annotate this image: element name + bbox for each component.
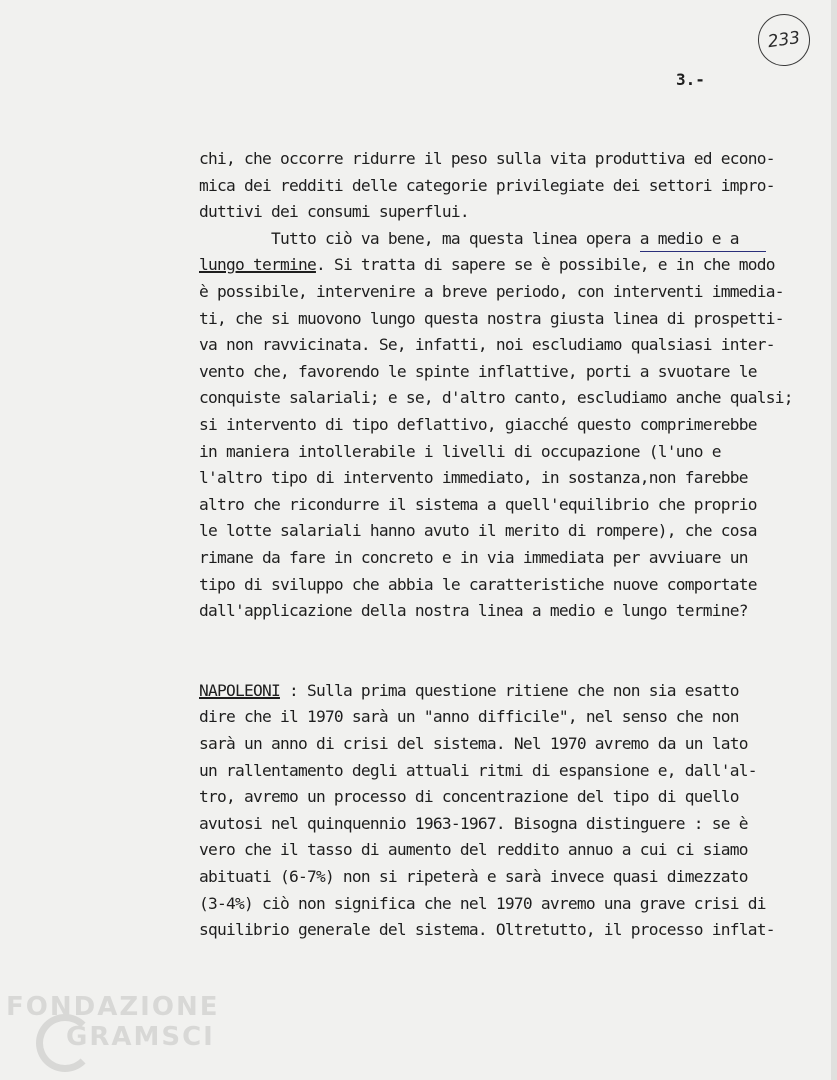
text-line: tro, avremo un processo di concentrazione del tipo di quello xyxy=(199,787,739,807)
text-line: dall'applicazione della nostra linea a medio e lungo termine? xyxy=(199,601,748,621)
text-line: duttivi dei consumi superflui. xyxy=(199,202,469,222)
text-line: dire che il 1970 sarà un "anno difficile", nel senso che non xyxy=(199,707,739,727)
document-body xyxy=(199,146,837,944)
foundation-watermark xyxy=(6,992,220,1076)
text-line: vento che, favorendo le spinte inflattive, porti a svuotare le xyxy=(199,361,757,381)
text-line: un rallentamento degli attuali ritmi di espansione e, dall'al- xyxy=(199,760,757,780)
text-span: Tutto ciò va bene, ma questa linea opera xyxy=(199,228,640,248)
text-line xyxy=(199,252,837,279)
underlined-phrase: lungo termine xyxy=(199,255,316,275)
text-line: chi, che occorre ridurre il peso sulla vita produttiva ed econo- xyxy=(199,149,775,168)
text-line: avutosi nel quinquennio 1963-1967. Bisogna distinguere : se è xyxy=(199,813,748,833)
watermark-line-1: FONDAZIONE xyxy=(6,992,220,1022)
text-line: vero che il tasso di aumento del reddito annuo a cui ci siamo xyxy=(199,840,748,860)
page-stamp xyxy=(755,11,814,70)
text-line: squilibrio generale del sistema. Oltretutto, il processo inflat- xyxy=(199,920,775,940)
text-span: . Si tratta di sapere se è possibile, e in che modo xyxy=(315,255,775,275)
blank-line xyxy=(199,651,837,678)
watermark-logo-icon xyxy=(36,1014,94,1072)
text-line: rimane da fare in concreto e in via immediata per avviuare un xyxy=(199,547,748,567)
stamp-number: 233 xyxy=(766,27,802,53)
text-line: le lotte salariali hanno avuto il merito di rompere), che cosa xyxy=(199,521,757,541)
text-line: in maniera intollerabile i livelli di occupazione (l'uno e xyxy=(199,441,721,461)
text-line: l'altro tipo di intervento immediato, in sostanza,non farebbe xyxy=(199,468,748,488)
page-number: 3.- xyxy=(676,70,705,89)
text-line: (3-4%) ciò non significa che nel 1970 avremo una grave crisi di xyxy=(199,893,766,913)
text-line: ti, che si muovono lungo questa nostra giusta linea di prospetti- xyxy=(199,308,784,328)
text-line: sarà un anno di crisi del sistema. Nel 1970 avremo da un lato xyxy=(199,734,748,754)
text-line: altro che ricondurre il sistema a quell'equilibrio che proprio xyxy=(199,494,757,514)
text-line: mica dei redditi delle categorie privilegiate dei settori impro- xyxy=(199,175,775,195)
text-span: : Sulla prima questione ritiene che non sia esatto xyxy=(279,680,739,700)
blank-line xyxy=(199,625,837,652)
text-line: è possibile, intervenire a breve periodo, con interventi immedia- xyxy=(199,281,784,301)
watermark-line-2: GRAMSCI xyxy=(66,1022,215,1052)
text-line: va non ravvicinata. Se, infatti, noi escludiamo qualsiasi inter- xyxy=(199,335,775,355)
text-line: si intervento di tipo deflattivo, giacché questo comprimerebbe xyxy=(199,414,757,434)
text-line: tipo di sviluppo che abbia le caratteristiche nuove comportate xyxy=(199,574,757,594)
text-line xyxy=(199,678,837,705)
underlined-phrase: a medio e a xyxy=(640,226,766,253)
text-line: conquiste salariali; e se, d'altro canto, escludiamo anche qualsi; xyxy=(199,388,793,408)
text-line: abituati (6-7%) non si ripeterà e sarà invece quasi dimezzato xyxy=(199,867,748,887)
text-line xyxy=(199,226,837,253)
speaker-name: NAPOLEONI xyxy=(199,680,280,700)
